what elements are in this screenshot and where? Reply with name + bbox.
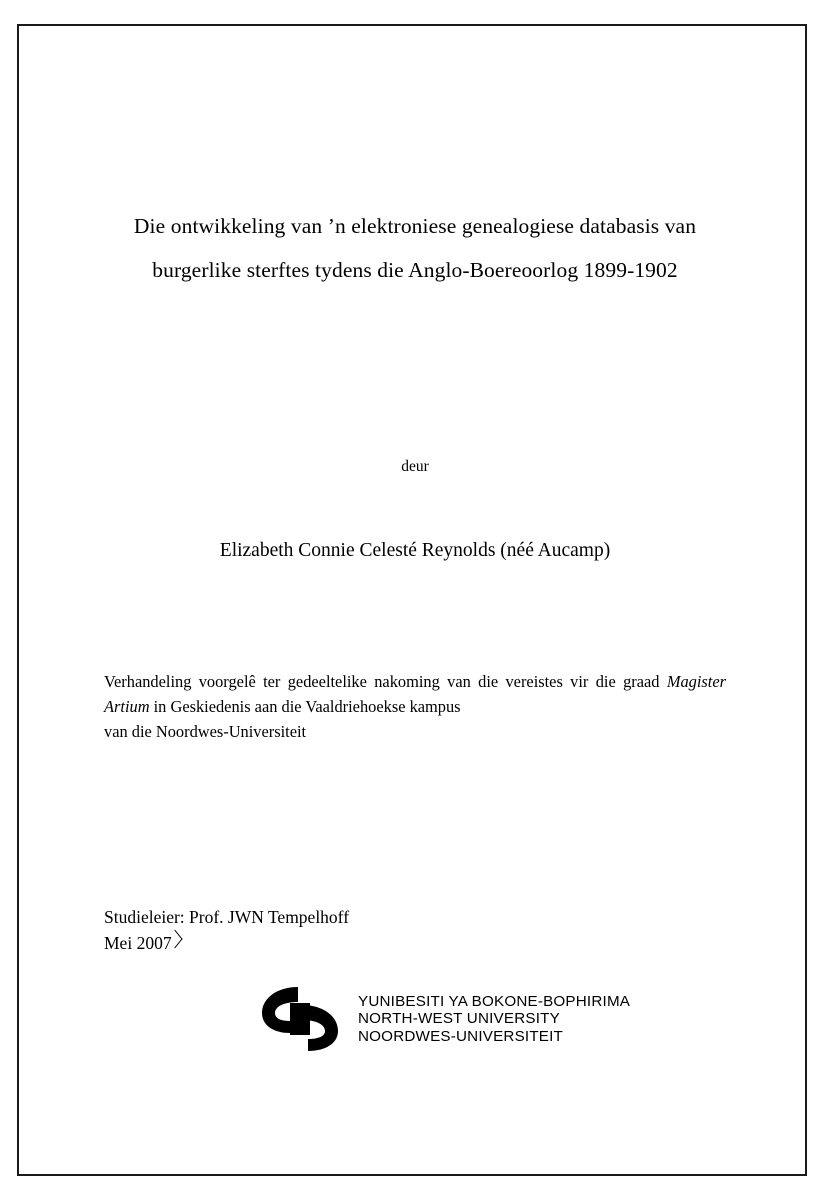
statement-part-1: Verhandeling voorgelê ter gedeeltelike nakoming van die vereistes vir die graad bbox=[104, 672, 667, 691]
title-line-2: burgerlike sterftes tydens die Anglo-Boereoorlog 1899-1902 bbox=[152, 258, 678, 282]
statement-part-3: van die Noordwes-Universiteit bbox=[104, 722, 307, 741]
title-line-1: Die ontwikkeling van ’n elektroniese genealogiese databasis van bbox=[133, 214, 697, 238]
supervisor-block bbox=[104, 904, 604, 956]
logo-line-3: NOORDWES-UNIVERSITEIT bbox=[358, 1027, 564, 1045]
degree-name: Magister Artium bbox=[104, 672, 726, 716]
logo-line-2: NORTH-WEST UNIVERSITY bbox=[358, 1010, 560, 1028]
university-logo bbox=[250, 979, 680, 1059]
university-logo-text bbox=[358, 993, 630, 1045]
date-line bbox=[104, 930, 172, 956]
north-west-university-logo-icon bbox=[250, 983, 350, 1055]
degree-statement bbox=[104, 669, 726, 744]
statement-part-2: in Geskiedenis aan die Vaaldriehoekse kampus bbox=[149, 697, 461, 716]
by-label: deur bbox=[401, 458, 429, 475]
page-title bbox=[100, 204, 730, 292]
supervisor-line: Studieleier: Prof. JWN Tempelhoff bbox=[104, 907, 350, 927]
logo-line-1: YUNIBESITI YA BOKONE-BOPHIRIMA bbox=[358, 992, 631, 1010]
author-name: Elizabeth Connie Celesté Reynolds (néé Aucamp) bbox=[219, 540, 611, 561]
date-text: Mei 2007 bbox=[104, 933, 172, 953]
title-page-content bbox=[100, 24, 730, 1176]
